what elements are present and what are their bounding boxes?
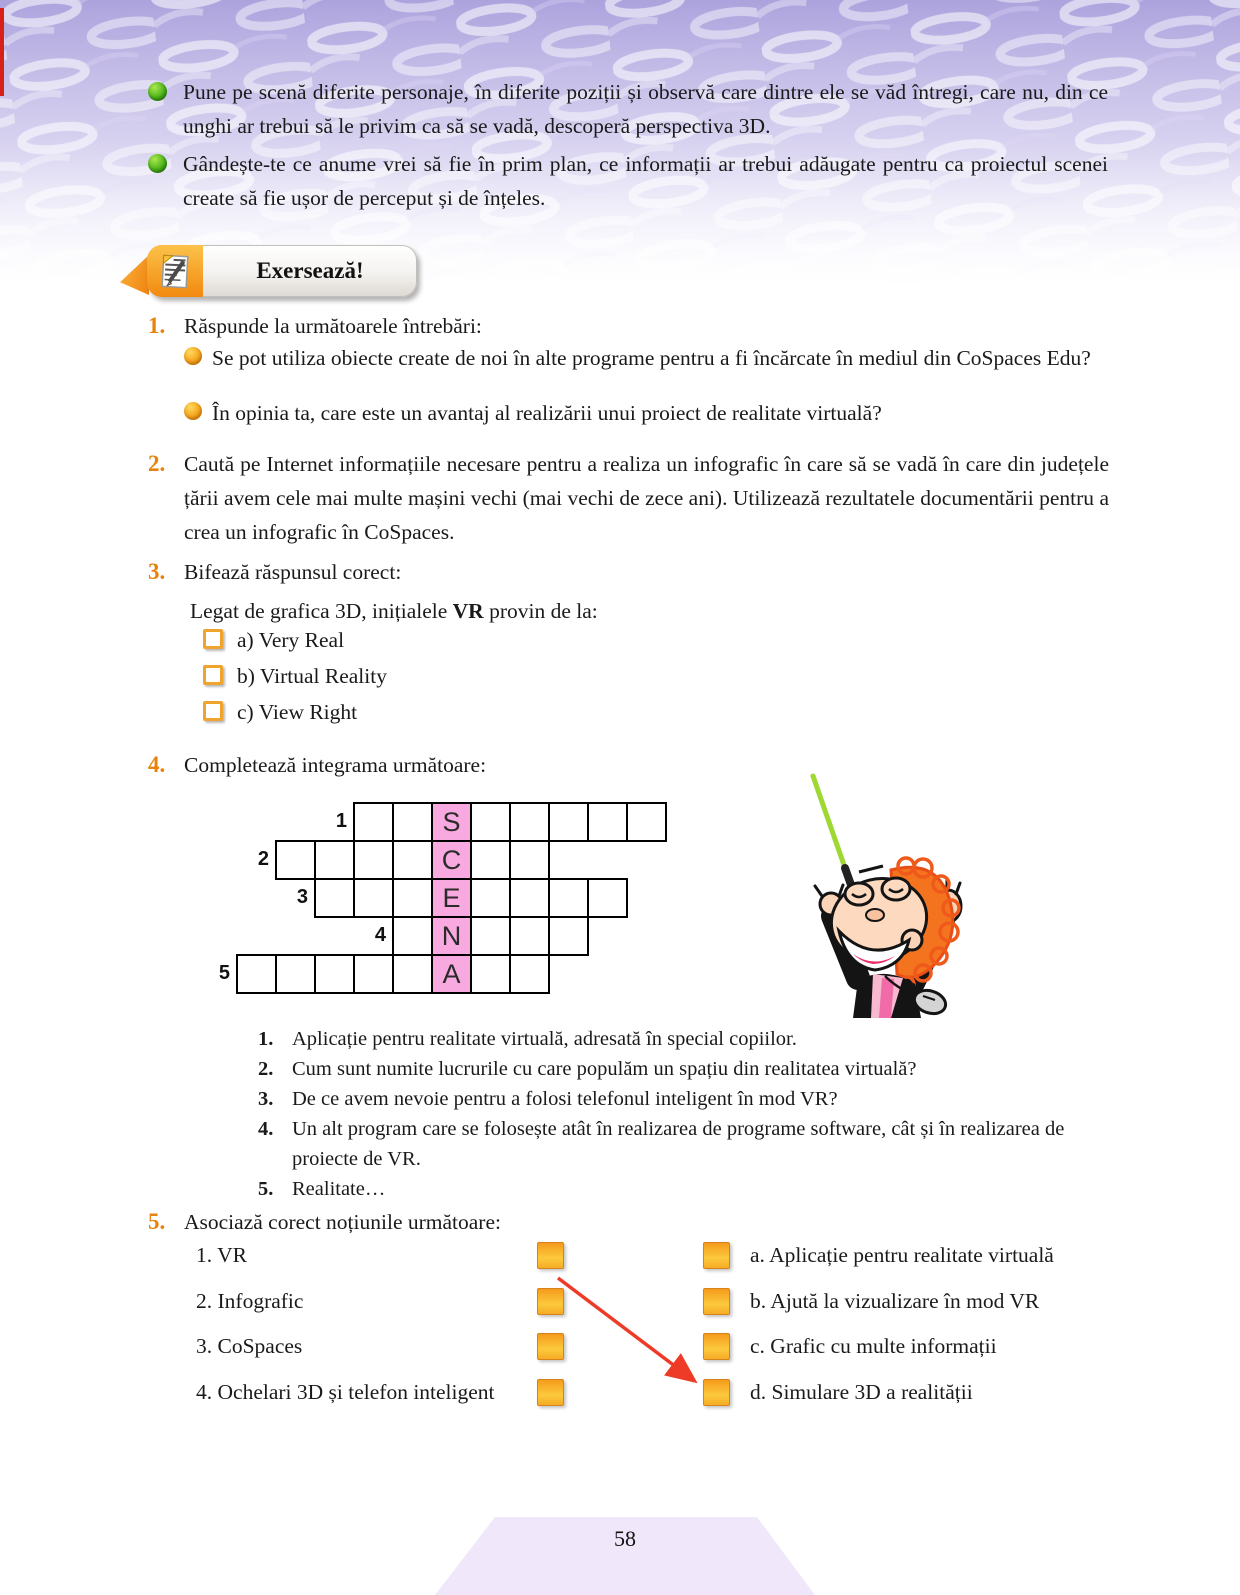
exercise-1-bullet-text: Se pot utiliza obiecte create de noi în alte programe pentru a fi încărcate în mediul din CoSpaces Edu?: [212, 346, 1091, 370]
exercise-number: 5.: [148, 1209, 166, 1234]
match-right-label: b. Ajută la vizualizare în mod VR: [750, 1288, 1040, 1313]
crossword-row-4: [374, 916, 589, 956]
crossword-cell[interactable]: [509, 916, 550, 956]
section-banner: [118, 243, 420, 299]
crossword-cell[interactable]: [275, 840, 316, 880]
intro-bullet-text: Gândește-te ce anume vrei să fie în prim plan, ce informații ar trebui adăugate pentru ca proiectul scenei create să fie ușor de perceput și de înțeles.: [183, 152, 1108, 210]
crossword-cell[interactable]: [509, 840, 550, 880]
banner-tab: [147, 245, 203, 297]
exercise-3: [148, 556, 1084, 588]
crossword-row-number: 5: [218, 962, 230, 984]
match-left-label: 1. VR: [196, 1243, 247, 1267]
intro-bullet-text: Pune pe scenă diferite personaje, în diferite poziții și observă care dintre ele se văd întregi, care nu, din ce unghi ar trebui să le privim ca să se vadă, descoperă perspectiva 3D.: [183, 80, 1108, 138]
crossword-solution-cell[interactable]: A: [431, 954, 472, 994]
match-left-label: 4. Ochelari 3D și telefon inteligent: [196, 1379, 495, 1404]
clue-number: 4.: [258, 1118, 274, 1140]
exercise-title: Răspunde la următoarele întrebări:: [184, 314, 482, 338]
exercise-5: [148, 1206, 1084, 1238]
crossword-solution-cell[interactable]: C: [431, 840, 472, 880]
match-right-label: d. Simulare 3D a realității: [750, 1379, 973, 1404]
banner-fold-icon: [120, 255, 149, 295]
crossword-row-5: [218, 954, 550, 994]
crossword-cell[interactable]: [470, 840, 511, 880]
green-bullet-icon: [148, 154, 167, 173]
clue-text: Un alt program care se folosește atât în realizarea de programe software, cât și în realizarea de proiecte de VR.: [292, 1118, 1065, 1170]
clue-text: Aplicație pentru realitate virtuală, adresată în special copiilor.: [292, 1028, 797, 1050]
exercise-number: 1.: [148, 313, 166, 338]
crossword-clue: [258, 1024, 1114, 1054]
clue-text: De ce avem nevoie pentru a folosi telefonul inteligent în mod VR?: [292, 1088, 838, 1110]
crossword-cell[interactable]: [314, 840, 355, 880]
crossword-cell[interactable]: [587, 878, 628, 918]
option-label: b) Virtual Reality: [237, 664, 387, 688]
crossword-cell[interactable]: [392, 878, 433, 918]
crossword-cell[interactable]: [626, 802, 667, 842]
crossword-clue: [258, 1174, 1114, 1204]
exercise-number: 4.: [148, 752, 166, 777]
crossword-cell[interactable]: [587, 802, 628, 842]
page-number: 58: [614, 1526, 636, 1551]
crossword-cell[interactable]: [392, 840, 433, 880]
crossword-row-number: 4: [374, 924, 386, 946]
pencil-document-icon: [159, 252, 191, 290]
crossword-cell[interactable]: [353, 954, 394, 994]
checkbox-c[interactable]: [203, 701, 223, 721]
intro-bullet-item: [148, 75, 1108, 143]
crossword-cell[interactable]: [470, 954, 511, 994]
crossword-cell[interactable]: [509, 954, 550, 994]
crossword-cell[interactable]: [470, 916, 511, 956]
exercise-1-bullet: [184, 341, 1114, 375]
match-right-label: a. Aplicație pentru realitate virtuală: [750, 1243, 1054, 1267]
clue-number: 2.: [258, 1058, 274, 1080]
crossword-cell[interactable]: [392, 954, 433, 994]
crossword-cell[interactable]: [314, 954, 355, 994]
crossword-row-number: 1: [335, 810, 347, 832]
crossword-cell[interactable]: [548, 802, 589, 842]
answer-option-b: [203, 663, 603, 691]
crossword-cell[interactable]: [236, 954, 277, 994]
crossword-clue: [258, 1054, 1114, 1084]
match-right-label: c. Grafic cu multe informații: [750, 1334, 997, 1358]
orange-bullet-icon: [184, 402, 202, 420]
page-edge-mark: [0, 8, 4, 96]
prompt-text: Legat de grafica 3D, inițialele: [190, 599, 453, 623]
green-bullet-icon: [148, 82, 167, 101]
crossword-cell[interactable]: [548, 878, 589, 918]
exercise-1-bullet: [184, 396, 1114, 430]
intro-bullet-item: [148, 147, 1108, 215]
clue-number: 5.: [258, 1178, 274, 1200]
checkbox-b[interactable]: [203, 665, 223, 685]
clue-text: Realitate…: [292, 1178, 386, 1200]
crossword-cell[interactable]: [509, 802, 550, 842]
checkbox-a[interactable]: [203, 629, 223, 649]
crossword-cell[interactable]: [470, 878, 511, 918]
exercise-title: Asociază corect noțiunile următoare:: [184, 1210, 501, 1234]
match-connection-arrow: [530, 1258, 730, 1403]
crossword-solution-cell[interactable]: E: [431, 878, 472, 918]
crossword-clue: [258, 1084, 1114, 1114]
crossword-solution-cell[interactable]: S: [431, 802, 472, 842]
exercise-title: Bifează răspunsul corect:: [184, 560, 402, 584]
exercise-3-prompt: [190, 595, 1090, 627]
exercise-2: [148, 447, 1109, 549]
option-label: c) View Right: [237, 700, 358, 724]
crossword-cell[interactable]: [275, 954, 316, 994]
clue-text: Cum sunt numite lucrurile cu care populăm un spațiu din realitatea virtuală?: [292, 1058, 917, 1080]
exercise-number: 2.: [148, 451, 166, 476]
prompt-bold-text: VR: [452, 599, 484, 623]
clue-number: 3.: [258, 1088, 274, 1110]
crossword-row-1: [335, 802, 667, 842]
exercise-title: Caută pe Internet informațiile necesare pentru a realiza un infografic în care să se vadă în care din județele țării avem cele mai multe mașini vechi (mai vechi de zece ani). Utilizează rezultatele documentării pentru a crea un infografic în CoSpaces.: [184, 452, 1109, 544]
crossword-cell[interactable]: [353, 802, 394, 842]
crossword-clue: [258, 1114, 1114, 1174]
crossword-row-number: 3: [296, 886, 308, 908]
answer-option-a: [203, 627, 603, 655]
exercise-number: 3.: [148, 559, 166, 584]
exercise-title: Completează integrama următoare:: [184, 753, 487, 777]
crossword-cell[interactable]: [470, 802, 511, 842]
answer-option-c: [203, 699, 603, 727]
crossword-solution-cell[interactable]: N: [431, 916, 472, 956]
option-label: a) Very Real: [237, 628, 345, 652]
crossword-cell[interactable]: [392, 802, 433, 842]
match-left-label: 2. Infografic: [196, 1288, 304, 1313]
crossword-clues-list: [258, 1024, 1114, 1204]
crossword-cell[interactable]: [353, 840, 394, 880]
crossword-row-3: [296, 878, 628, 918]
crossword-cell[interactable]: [314, 878, 355, 918]
crossword-cell[interactable]: [353, 878, 394, 918]
crossword-cell[interactable]: [392, 916, 433, 956]
prompt-text: provin de la:: [483, 599, 598, 623]
match-left-label: 3. CoSpaces: [196, 1334, 303, 1358]
cartoon-character-illustration: [763, 768, 963, 1018]
crossword-row-number: 2: [257, 848, 269, 870]
orange-bullet-icon: [184, 347, 202, 365]
crossword-cell[interactable]: [509, 878, 550, 918]
section-banner-title: Exersează!: [256, 258, 364, 283]
exercise-1: [148, 310, 1114, 342]
exercise-1-bullet-text: În opinia ta, care este un avantaj al realizării unui proiect de realitate virtuală?: [212, 401, 882, 425]
crossword-row-2: [257, 840, 550, 880]
crossword-cell[interactable]: [548, 916, 589, 956]
clue-number: 1.: [258, 1028, 274, 1050]
